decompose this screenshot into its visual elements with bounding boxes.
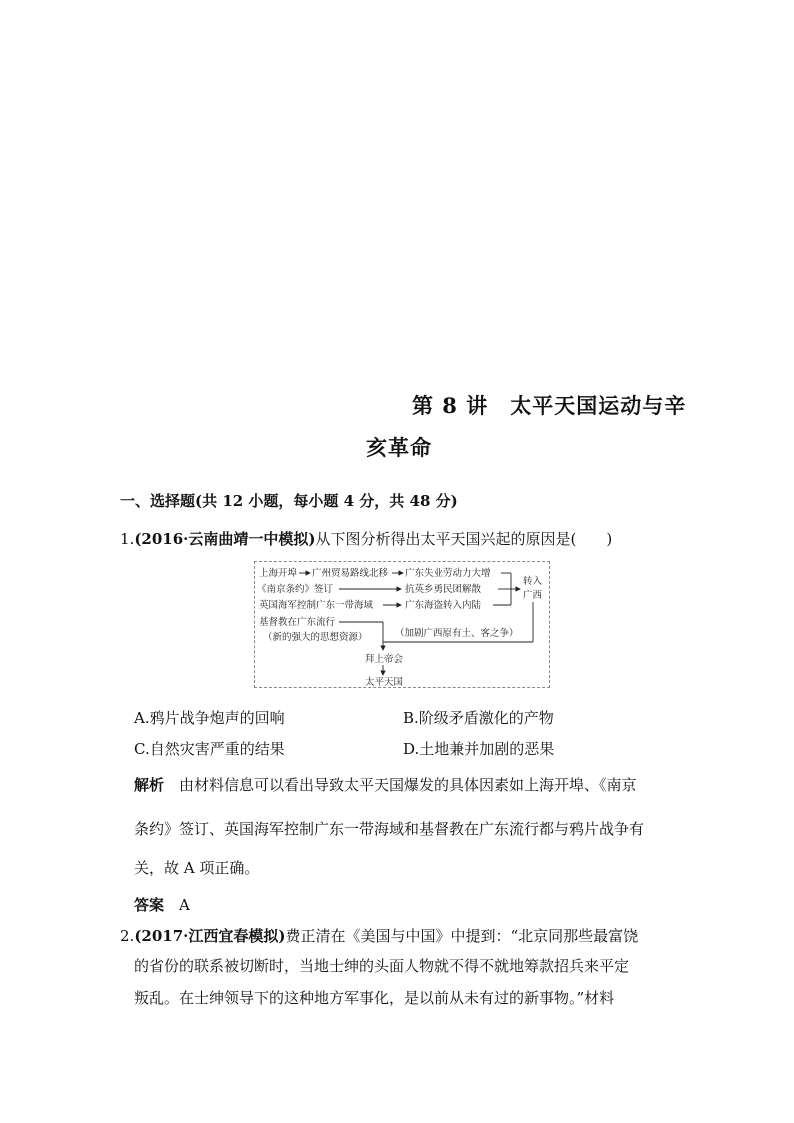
analysis-label: 解析	[134, 776, 165, 794]
answer-label: 答案	[134, 896, 165, 914]
diagram-row1-b: 广州贸易路线北移	[312, 568, 389, 579]
diagram-canvas	[255, 562, 549, 687]
question-2-line-1	[120, 925, 638, 946]
diagram-side-1: 转入	[523, 576, 543, 587]
diagram-row4: 基督教在广东流行	[259, 617, 336, 628]
diagram-row2-a: 《南京条约》签订	[257, 584, 334, 595]
question-text: 费正清在《美国与中国》中提到：“北京同那些最富饶	[285, 927, 639, 945]
question-1-stem	[120, 528, 612, 549]
analysis-line-3: 关，故 A 项正确。	[134, 859, 260, 877]
diagram-row5: （新的强大的思想资源）	[263, 632, 368, 643]
section-heading: 一、选择题(共 12 小题，每小题 4 分，共 48 分)	[120, 492, 458, 510]
question-number: 1.	[120, 530, 135, 548]
option-b[interactable]: B.阶级矛盾激化的产物	[403, 709, 554, 727]
diagram-row2-b: 抗英乡勇民团解散	[405, 584, 482, 595]
diagram-row3-a: 英国海军控制广东一带海域	[259, 600, 374, 611]
question-source: (2016·云南曲靖一中模拟)	[134, 530, 316, 548]
analysis-text: 由材料信息可以看出导致太平天国爆发的具体因素如上海开埠、《南京	[179, 776, 637, 794]
analysis-line-1	[134, 774, 637, 795]
diagram-note: （加剧广西原有土、客之争）	[395, 628, 519, 639]
diagram-node-1: 拜上帝会	[365, 654, 404, 665]
question-source: (2017·江西宜春模拟)	[134, 927, 286, 945]
diagram-row3-b: 广东海盗转入内陆	[405, 600, 482, 611]
diagram-node-2: 太平天国	[365, 677, 404, 687]
diagram-side-2: 广西	[523, 590, 543, 601]
answer-line	[134, 894, 190, 915]
lecture-title-line2: 亥革命	[366, 435, 432, 460]
question-number: 2.	[120, 927, 135, 945]
lecture-title-line1: 第 8 讲 太平天国运动与辛	[412, 393, 687, 418]
question-2-line-3: 叛乱。在士绅领导下的这种地方军事化，是以前从未有过的新事物。”材料	[134, 989, 615, 1007]
option-d[interactable]: D.土地兼并加剧的恶果	[403, 740, 555, 758]
question-2-line-2: 的省份的联系被切断时，当地士绅的头面人物就不得不就地筹款招兵来平定	[134, 957, 630, 975]
analysis-line-2: 条约》签订、英国海军控制广东一带海域和基督教在广东流行都与鸦片战争有	[134, 820, 645, 838]
option-a[interactable]: A.鸦片战争炮声的回响	[134, 709, 285, 727]
option-c[interactable]: C.自然灾害严重的结果	[134, 740, 285, 758]
answer-value: A	[179, 896, 190, 914]
cause-flow-diagram	[254, 561, 550, 688]
diagram-row1-a: 上海开埠	[259, 568, 298, 579]
diagram-row1-c: 广东失业劳动力大增	[405, 568, 491, 579]
question-text: 从下图分析得出太平天国兴起的原因是( )	[315, 530, 613, 548]
